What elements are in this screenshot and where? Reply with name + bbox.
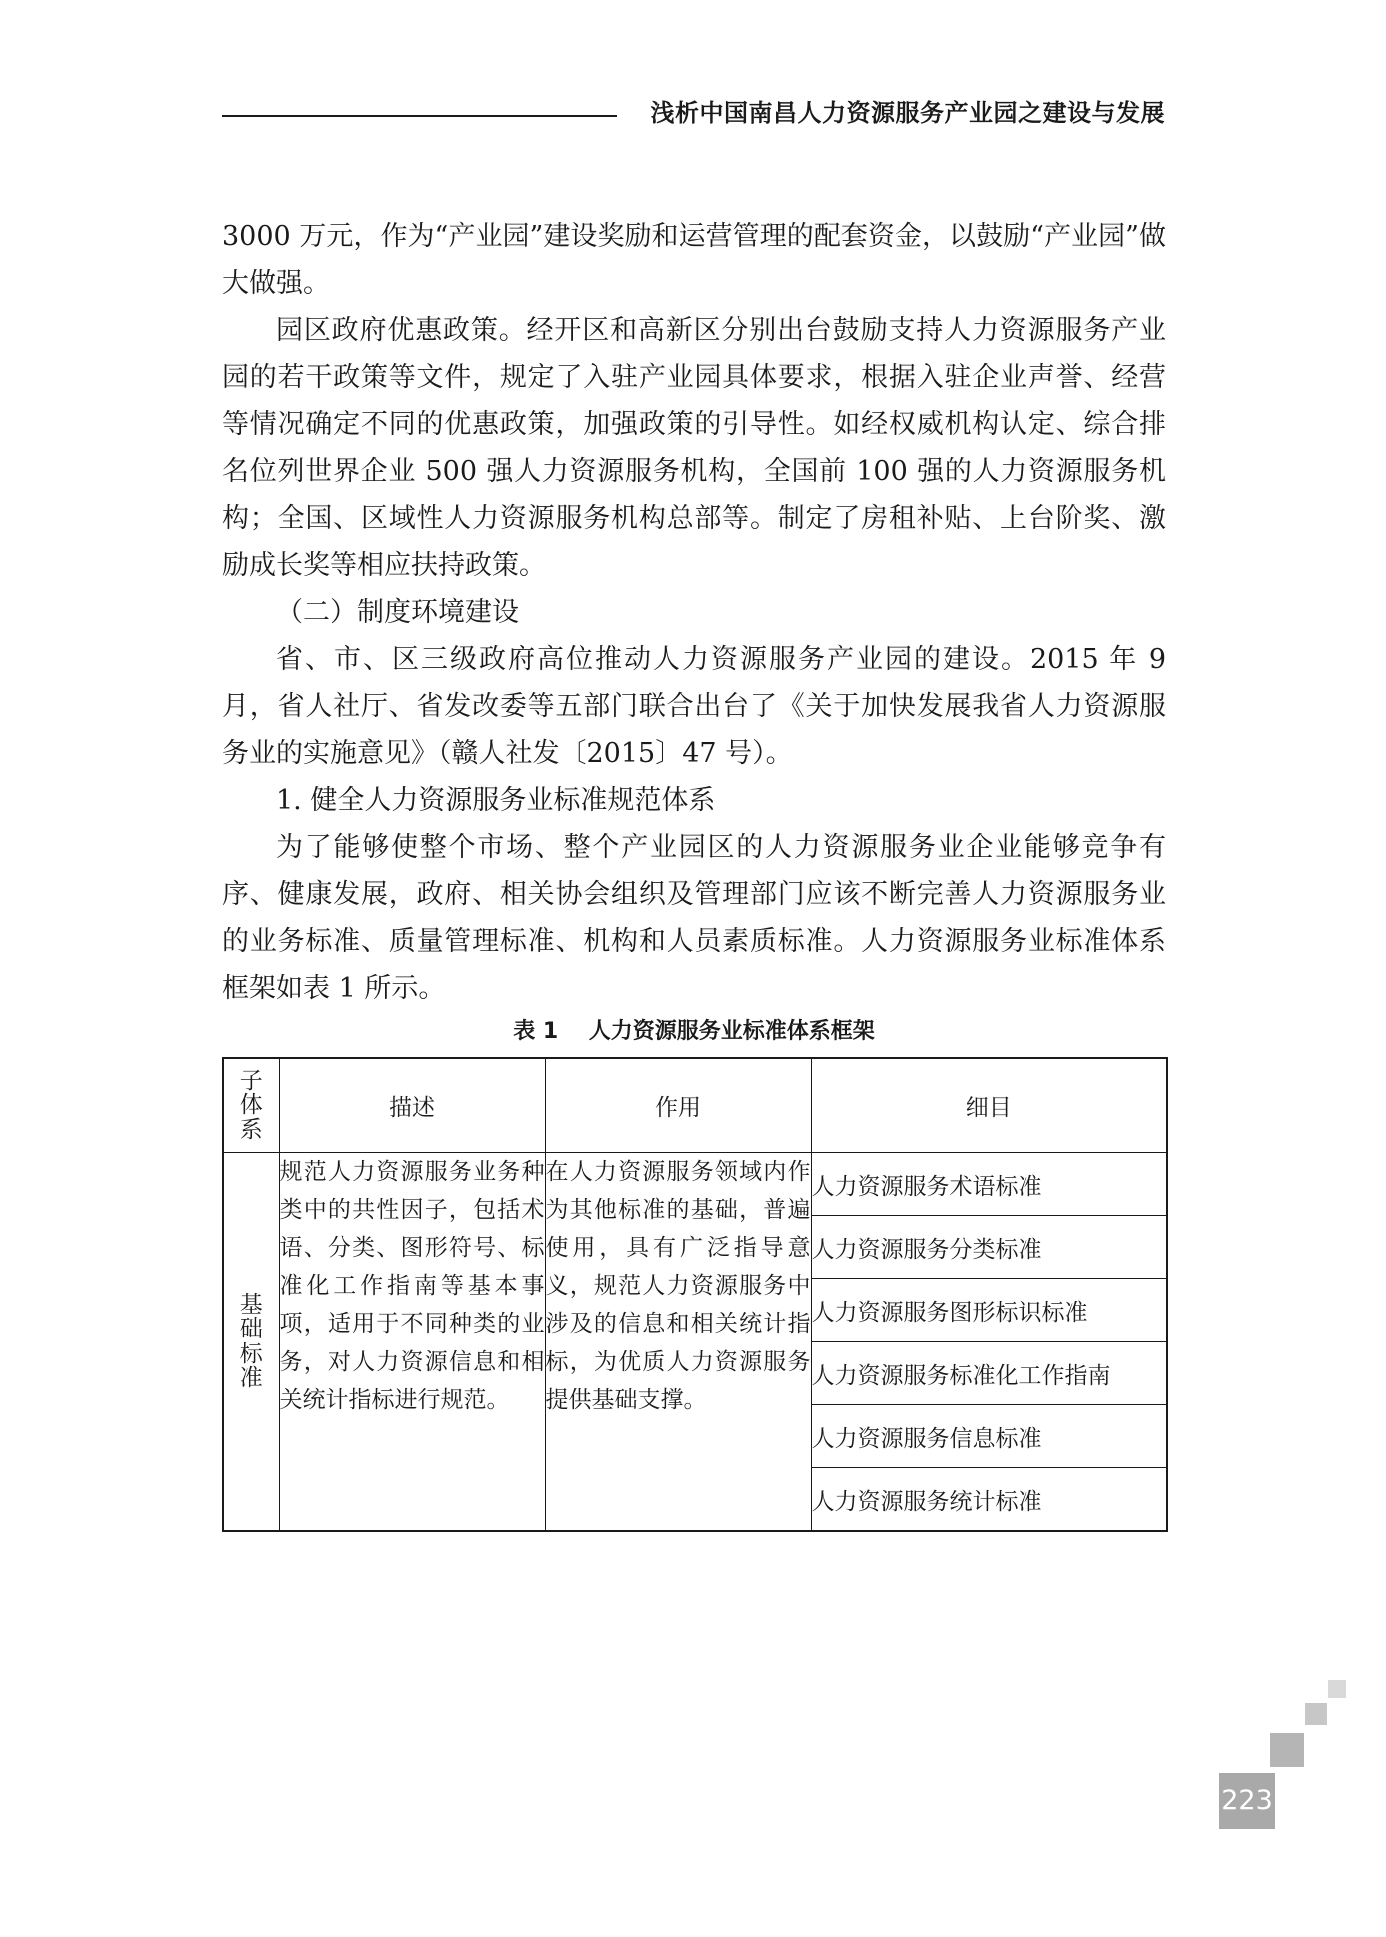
paragraph-continuation: 3000 万元，作为“产业园”建设奖励和运营管理的配套资金，以鼓励“产业园”做大做强。 xyxy=(222,221,1166,299)
standards-table xyxy=(222,1057,1168,1532)
body-text xyxy=(222,213,1166,1012)
header-description: 描述 xyxy=(279,1058,545,1153)
table-header-row xyxy=(223,1058,1167,1153)
item-cell: 人力资源服务标准化工作指南 xyxy=(811,1342,1167,1405)
decorative-square xyxy=(1305,1703,1327,1725)
table-caption: 表 1 人力资源服务业标准体系框架 xyxy=(513,1019,875,1044)
item-cell: 人力资源服务图形标识标准 xyxy=(811,1279,1167,1342)
header-subsystem: 子体系 xyxy=(223,1058,279,1153)
item-cell: 人力资源服务信息标准 xyxy=(811,1405,1167,1468)
item-cell: 人力资源服务统计标准 xyxy=(811,1468,1167,1532)
decorative-square xyxy=(1328,1680,1346,1698)
paragraph-government: 省、市、区三级政府高位推动人力资源服务产业园的建设。2015 年 9 月，省人社厅、省发改委等五部门联合出台了《关于加快发展我省人力资源服务业的实施意见》（赣人社发〔2015〕47 号）。 xyxy=(222,644,1166,769)
table-row xyxy=(223,1153,1167,1216)
subsystem-cell: 基础标准 xyxy=(223,1153,279,1532)
header-items: 细目 xyxy=(811,1058,1167,1153)
header-role: 作用 xyxy=(545,1058,811,1153)
subsection-heading: 1. 健全人力资源服务业标准规范体系 xyxy=(276,785,716,816)
description-cell: 规范人力资源服务业务种类中的共性因子，包括术语、分类、图形符号、标准化工作指南等基本事项，适用于不同种类的业务，对人力资源信息和相关统计指标进行规范。 xyxy=(279,1153,545,1532)
section-heading: （二）制度环境建设 xyxy=(276,597,519,628)
header-rule xyxy=(222,115,617,117)
paragraph-standards: 为了能够使整个市场、整个产业园区的人力资源服务业企业能够竞争有序、健康发展，政府、相关协会组织及管理部门应该不断完善人力资源服务业的业务标准、质量管理标准、机构和人员素质标准。人力资源服务业标准体系框架如表 1 所示。 xyxy=(222,832,1166,1004)
paragraph-policy: 园区政府优惠政策。经开区和高新区分别出台鼓励支持人力资源服务产业园的若干政策等文件，规定了入驻产业园具体要求，根据入驻企业声誉、经营等情况确定不同的优惠政策，加强政策的引导性。如经权威机构认定、综合排名位列世界企业 500 强人力资源服务机构，全国前 100 强的人力资源服务机构；全国、区域性人力资源服务机构总部等。制定了房租补贴、上台阶奖、激励成长奖等相应扶持政策。 xyxy=(222,315,1166,581)
running-header-title: 浅析中国南昌人力资源服务产业园之建设与发展 xyxy=(650,99,1165,127)
page-number: 223 xyxy=(1219,1773,1275,1829)
decorative-square xyxy=(1270,1733,1304,1767)
item-cell: 人力资源服务术语标准 xyxy=(811,1153,1167,1216)
item-cell: 人力资源服务分类标准 xyxy=(811,1216,1167,1279)
role-cell: 在人力资源服务领域内作为其他标准的基础，普遍使用，具有广泛指导意义，规范人力资源服务中涉及的信息和相关统计指标，为优质人力资源服务提供基础支撑。 xyxy=(545,1153,811,1532)
